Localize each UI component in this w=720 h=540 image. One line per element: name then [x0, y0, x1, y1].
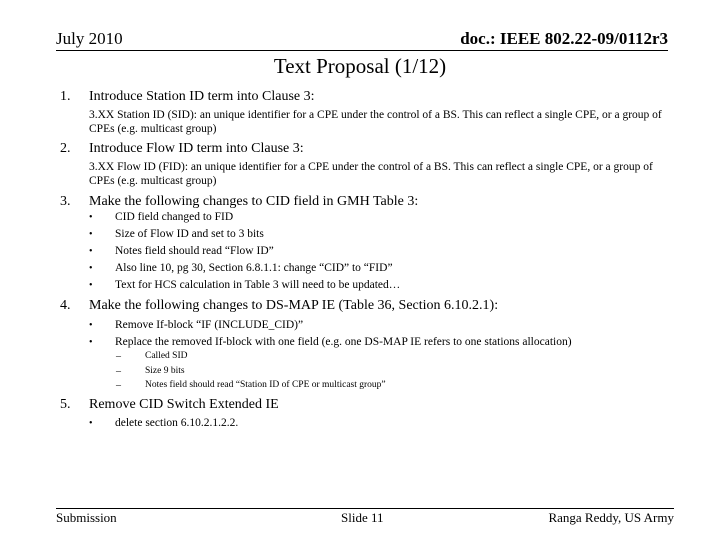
bullet-marker: •: [89, 212, 93, 223]
item-number: 3.: [60, 194, 71, 209]
bullet-marker: •: [89, 246, 93, 257]
header-date: July 2010: [56, 29, 123, 48]
footer-submission: Submission: [56, 510, 117, 525]
footer-divider: [56, 508, 674, 509]
bullet-marker: •: [89, 229, 93, 240]
item-text: Introduce Flow ID term into Clause 3:: [89, 141, 304, 156]
header-doc-id: doc.: IEEE 802.22-09/0112r3: [460, 29, 668, 48]
item-detail: 3.XX Flow ID (FID): an unique identifier for a CPE under the control of a BS. This can reflect a single CPE, or a group of CPEs (e.g. multicast group): [89, 161, 653, 187]
bullet-marker: •: [89, 320, 93, 331]
item-number: 1.: [60, 89, 71, 104]
header-divider: [56, 50, 668, 51]
subbullet-text: Size 9 bits: [145, 366, 185, 376]
bullet-text: Size of Flow ID and set to 3 bits: [115, 228, 264, 240]
bullet-text: Notes field should read “Flow ID”: [115, 245, 274, 257]
bullet-text: Replace the removed If-block with one field (e.g. one DS-MAP IE refers to one stations allocation): [115, 336, 572, 348]
item-text: Make the following changes to DS-MAP IE (Table 36, Section 6.10.2.1):: [89, 298, 499, 313]
dash-marker: –: [116, 366, 121, 377]
bullet-text: Also line 10, pg 30, Section 6.8.1.1: change “CID” to “FID”: [115, 262, 393, 274]
item-text: Remove CID Switch Extended IE: [89, 397, 279, 412]
footer-slide-number: Slide 11: [341, 510, 384, 525]
bullet-text: Text for HCS calculation in Table 3 will need to be updated…: [115, 279, 401, 291]
item-text: Make the following changes to CID field in GMH Table 3:: [89, 194, 419, 209]
subbullet-text: Notes field should read “Station ID of CPE or multicast group”: [145, 380, 386, 390]
bullet-marker: •: [89, 280, 93, 291]
bullet-marker: •: [89, 418, 93, 429]
item-number: 4.: [60, 298, 71, 313]
item-number: 2.: [60, 141, 71, 156]
bullet-marker: •: [89, 263, 93, 274]
slide-title: Text Proposal (1/12): [273, 54, 447, 78]
bullet-marker: •: [89, 337, 93, 348]
item-detail: 3.XX Station ID (SID): an unique identifier for a CPE under the control of a BS. This can reflect a single CPE, or a group of CPEs (e.g. multicast group): [89, 109, 662, 135]
bullet-text: Remove If-block “IF (INCLUDE_CID)”: [115, 319, 304, 331]
subbullet-text: Called SID: [145, 351, 188, 361]
item-number: 5.: [60, 397, 71, 412]
dash-marker: –: [116, 380, 121, 391]
dash-marker: –: [116, 351, 121, 362]
footer-author: Ranga Reddy, US Army: [548, 510, 674, 525]
bullet-text: delete section 6.10.2.1.2.2.: [115, 417, 239, 429]
item-text: Introduce Station ID term into Clause 3:: [89, 89, 315, 104]
bullet-text: CID field changed to FID: [115, 211, 234, 223]
